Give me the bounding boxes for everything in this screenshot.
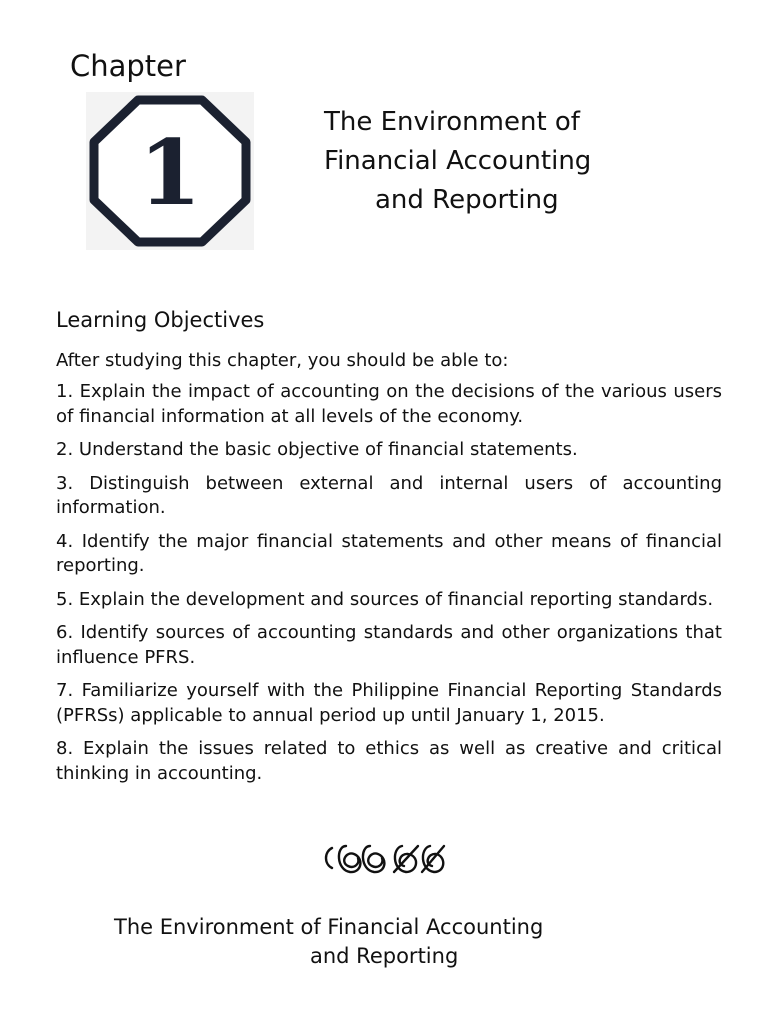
learning-objectives-heading: Learning Objectives	[56, 308, 265, 332]
objective-item: 5. Explain the development and sources of financial reporting standards.	[56, 588, 714, 610]
chapter-number-badge-icon	[86, 92, 254, 250]
objective-item: 4. Identify the major financial statements and other means of financial reporting.	[56, 530, 722, 576]
chapter-number: 1	[138, 120, 202, 226]
learning-objectives-list	[56, 380, 722, 795]
chapter-title-line: The Environment of	[324, 107, 580, 137]
footer-title-line: The Environment of Financial Accounting	[114, 915, 544, 939]
objective-item: 3. Distinguish between external and internal users of accounting information.	[56, 472, 722, 518]
decorative-flourish-icon	[322, 836, 448, 882]
objectives-intro: After studying this chapter, you should be able to:	[56, 350, 509, 371]
chapter-label: Chapter	[70, 49, 186, 83]
objective-item: 8. Explain the issues related to ethics as well as creative and critical thinking in accounting.	[56, 738, 722, 784]
objective-item: 2. Understand the basic objective of financial statements.	[56, 439, 578, 460]
chapter-title-line: and Reporting	[375, 185, 559, 215]
chapter-title-line: Financial Accounting	[324, 146, 592, 176]
objective-item: 7. Familiarize yourself with the Philippine Financial Reporting Standards (PFRSs) applicable to annual period up until January 1, 2015.	[56, 680, 722, 726]
footer-title-line: and Reporting	[310, 944, 459, 968]
objective-item: 6. Identify sources of accounting standards and other organizations that influence PFRS.	[56, 622, 722, 668]
objective-item: 1. Explain the impact of accounting on the decisions of the various users of financial information at all levels of the economy.	[56, 381, 722, 427]
chapter-title	[296, 103, 632, 220]
footer-title	[100, 913, 560, 971]
